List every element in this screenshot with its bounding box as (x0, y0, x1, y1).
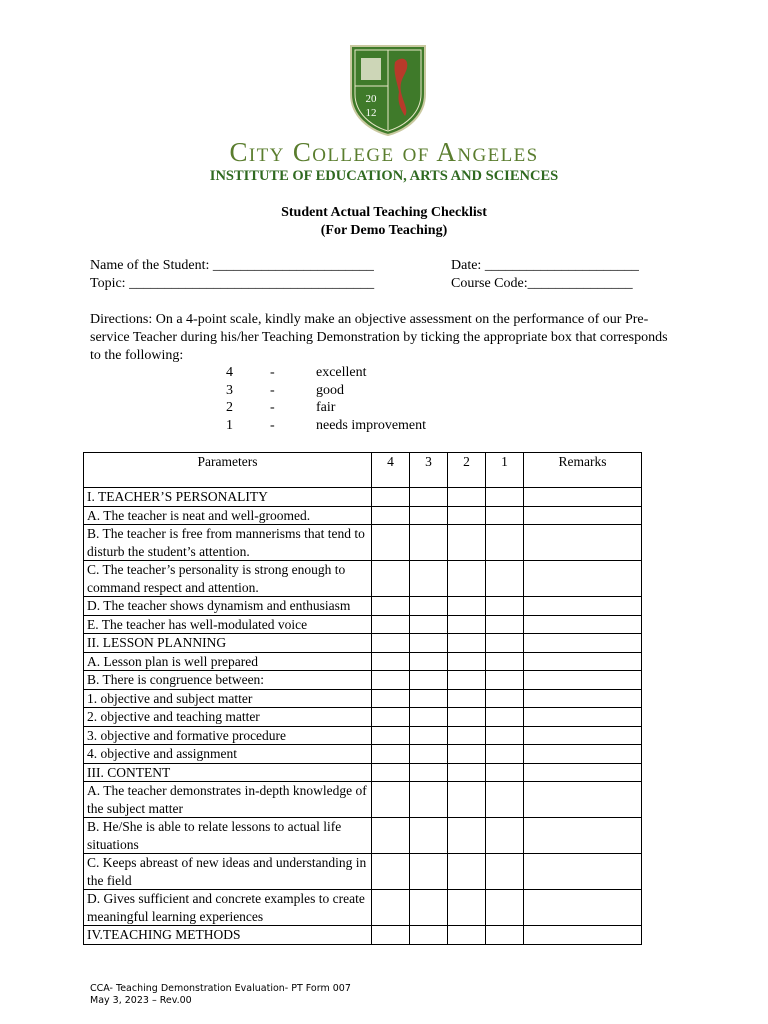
rating-box-3[interactable] (410, 597, 448, 616)
parameter-cell: 4. objective and assignment (84, 745, 372, 764)
logo-year-bottom: 12 (365, 107, 377, 119)
parameter-cell: E. The teacher has well-modulated voice (84, 615, 372, 634)
rating-box-3[interactable] (410, 615, 448, 634)
header-score-3: 3 (410, 453, 448, 488)
scale-label: good (316, 382, 344, 398)
rating-box-2[interactable] (448, 763, 486, 782)
rating-box-3[interactable] (410, 689, 448, 708)
remarks-cell[interactable] (524, 854, 642, 890)
remarks-cell[interactable] (524, 890, 642, 926)
rating-box-2[interactable] (448, 634, 486, 653)
parameter-cell: C. Keeps abreast of new ideas and understanding in the field (84, 854, 372, 890)
rating-box-1[interactable] (486, 745, 524, 764)
table-row (84, 818, 642, 854)
header-remarks: Remarks (524, 453, 642, 488)
table-row (84, 745, 642, 764)
remarks-cell[interactable] (524, 926, 642, 945)
rating-box-1[interactable] (486, 488, 524, 507)
parameter-cell: B. There is congruence between: (84, 671, 372, 690)
header-score-4: 4 (372, 453, 410, 488)
scale-num: 3 (226, 382, 233, 398)
rating-box-1[interactable] (486, 525, 524, 561)
rating-box-4[interactable] (372, 615, 410, 634)
date-field: Date: ______________________ (451, 258, 639, 273)
rating-box-2[interactable] (448, 561, 486, 597)
rating-box-2[interactable] (448, 926, 486, 945)
rating-box-1[interactable] (486, 890, 524, 926)
rating-box-4[interactable] (372, 689, 410, 708)
rating-box-1[interactable] (486, 854, 524, 890)
rating-box-2[interactable] (448, 615, 486, 634)
remarks-cell[interactable] (524, 818, 642, 854)
rating-box-2[interactable] (448, 671, 486, 690)
directions-text: Directions: On a 4-point scale, kindly make an objective assessment on the performance of our Pre-service Teacher during his/her Teaching Demonstration by ticking the appropriate box that corresponds to the following: (90, 312, 668, 363)
logo-year-top: 20 (365, 93, 377, 105)
remarks-cell[interactable] (524, 597, 642, 616)
rating-box-3[interactable] (410, 634, 448, 653)
parameter-cell: A. The teacher is neat and well-groomed. (84, 506, 372, 525)
scale-num: 1 (226, 418, 233, 434)
scale-label: needs improvement (316, 418, 427, 434)
table-row (84, 525, 642, 561)
remarks-cell[interactable] (524, 652, 642, 671)
rating-box-1[interactable] (486, 597, 524, 616)
scale-dash: - (270, 382, 275, 398)
rating-box-4[interactable] (372, 561, 410, 597)
scale-dash: - (270, 400, 275, 416)
rating-box-4[interactable] (372, 488, 410, 507)
table-row (84, 506, 642, 525)
table-row (84, 597, 642, 616)
parameter-cell: C. The teacher’s personality is strong enough to command respect and attention. (84, 561, 372, 597)
section-heading: II. LESSON PLANNING (84, 634, 372, 653)
student-name-field: Name of the Student: _______________________ (90, 258, 374, 273)
rating-box-1[interactable] (486, 506, 524, 525)
rating-box-3[interactable] (410, 506, 448, 525)
remarks-cell[interactable] (524, 708, 642, 727)
rating-box-4[interactable] (372, 597, 410, 616)
rating-box-3[interactable] (410, 763, 448, 782)
rating-box-3[interactable] (410, 708, 448, 727)
rating-box-2[interactable] (448, 890, 486, 926)
parameter-cell: B. The teacher is free from mannerisms that tend to disturb the student’s attention. (84, 525, 372, 561)
scale-dash: - (270, 365, 275, 380)
remarks-cell[interactable] (524, 782, 642, 818)
table-row (84, 671, 642, 690)
rating-box-1[interactable] (486, 561, 524, 597)
rating-box-2[interactable] (448, 506, 486, 525)
footer-revision: May 3, 2023 – Rev.00 (90, 995, 192, 1006)
parameter-cell: A. Lesson plan is well prepared (84, 652, 372, 671)
rating-box-2[interactable] (448, 689, 486, 708)
parameter-cell: D. Gives sufficient and concrete examples to create meaningful learning experiences (84, 890, 372, 926)
section-row (84, 763, 642, 782)
scale-row (0, 417, 600, 435)
rating-box-1[interactable] (486, 763, 524, 782)
section-row (84, 634, 642, 653)
rating-box-3[interactable] (410, 726, 448, 745)
scale-row (0, 399, 600, 417)
course-code-field: Course Code:_______________ (451, 276, 633, 291)
section-row (84, 488, 642, 507)
parameter-cell: 3. objective and formative procedure (84, 726, 372, 745)
remarks-cell[interactable] (524, 615, 642, 634)
table-row (84, 854, 642, 890)
rating-box-3[interactable] (410, 926, 448, 945)
rating-box-2[interactable] (448, 854, 486, 890)
college-logo (349, 44, 427, 136)
rating-box-4[interactable] (372, 708, 410, 727)
scale-row (0, 364, 600, 382)
rating-box-1[interactable] (486, 708, 524, 727)
table-row (84, 652, 642, 671)
table-row (84, 689, 642, 708)
section-row (84, 926, 642, 945)
topic-field: Topic: ___________________________________ (90, 276, 375, 291)
scale-label: excellent (316, 365, 367, 380)
rating-box-3[interactable] (410, 854, 448, 890)
remarks-cell[interactable] (524, 689, 642, 708)
rating-box-1[interactable] (486, 726, 524, 745)
remarks-cell[interactable] (524, 763, 642, 782)
table-row (84, 890, 642, 926)
rating-box-1[interactable] (486, 634, 524, 653)
table-row (84, 561, 642, 597)
section-heading: IV.TEACHING METHODS (84, 926, 372, 945)
rating-box-4[interactable] (372, 763, 410, 782)
rating-box-2[interactable] (448, 597, 486, 616)
rating-box-4[interactable] (372, 926, 410, 945)
section-heading: I. TEACHER’S PERSONALITY (84, 488, 372, 507)
rating-box-4[interactable] (372, 506, 410, 525)
rating-box-2[interactable] (448, 652, 486, 671)
scale-num: 2 (226, 400, 233, 416)
rating-box-1[interactable] (486, 671, 524, 690)
rating-box-3[interactable] (410, 890, 448, 926)
rating-box-2[interactable] (448, 708, 486, 727)
rating-box-1[interactable] (486, 926, 524, 945)
remarks-cell[interactable] (524, 745, 642, 764)
rating-box-3[interactable] (410, 745, 448, 764)
remarks-cell[interactable] (524, 506, 642, 525)
rating-box-4[interactable] (372, 818, 410, 854)
footer-form-name: CCA- Teaching Demonstration Evaluation- PT Form 007 (90, 983, 351, 994)
rating-box-3[interactable] (410, 782, 448, 818)
table-row (84, 708, 642, 727)
rating-box-1[interactable] (486, 652, 524, 671)
rating-box-1[interactable] (486, 818, 524, 854)
footer (90, 983, 351, 1007)
scale-label: fair (316, 400, 336, 416)
rating-box-4[interactable] (372, 890, 410, 926)
scale-row (0, 382, 600, 400)
header-score-1: 1 (486, 453, 524, 488)
rating-box-4[interactable] (372, 782, 410, 818)
parameter-cell: 1. objective and subject matter (84, 689, 372, 708)
rating-box-4[interactable] (372, 671, 410, 690)
table-row (84, 726, 642, 745)
checklist-table (83, 452, 642, 945)
rating-box-1[interactable] (486, 782, 524, 818)
remarks-cell[interactable] (524, 634, 642, 653)
rating-box-4[interactable] (372, 634, 410, 653)
rating-box-2[interactable] (448, 818, 486, 854)
section-heading: III. CONTENT (84, 763, 372, 782)
scale-dash: - (270, 418, 275, 434)
rating-box-1[interactable] (486, 689, 524, 708)
rating-box-2[interactable] (448, 488, 486, 507)
remarks-cell[interactable] (524, 525, 642, 561)
rating-box-3[interactable] (410, 818, 448, 854)
rating-box-1[interactable] (486, 615, 524, 634)
rating-box-4[interactable] (372, 525, 410, 561)
rating-box-2[interactable] (448, 782, 486, 818)
rating-box-3[interactable] (410, 652, 448, 671)
scale-num: 4 (226, 365, 233, 380)
remarks-cell[interactable] (524, 561, 642, 597)
rating-box-4[interactable] (372, 726, 410, 745)
parameter-cell: B. He/She is able to relate lessons to actual life situations (84, 818, 372, 854)
document-title: Student Actual Teaching Checklist (281, 205, 487, 220)
parameter-cell: A. The teacher demonstrates in-depth knowledge of the subject matter (84, 782, 372, 818)
rating-box-2[interactable] (448, 745, 486, 764)
rating-box-4[interactable] (372, 652, 410, 671)
rating-box-3[interactable] (410, 561, 448, 597)
header-parameters: Parameters (84, 453, 372, 488)
rating-box-3[interactable] (410, 525, 448, 561)
table-row (84, 782, 642, 818)
table-header-row (84, 453, 642, 488)
rating-box-3[interactable] (410, 488, 448, 507)
header-score-2: 2 (448, 453, 486, 488)
parameter-cell: 2. objective and teaching matter (84, 708, 372, 727)
parameter-cell: D. The teacher shows dynamism and enthusiasm (84, 597, 372, 616)
institute-name: INSTITUTE OF EDUCATION, ARTS AND SCIENCES (209, 168, 559, 184)
table-row (84, 615, 642, 634)
rating-box-2[interactable] (448, 726, 486, 745)
remarks-cell[interactable] (524, 671, 642, 690)
remarks-cell[interactable] (524, 488, 642, 507)
college-name: City College of Angeles (229, 137, 539, 167)
rating-box-3[interactable] (410, 671, 448, 690)
rating-box-4[interactable] (372, 854, 410, 890)
document-subtitle: (For Demo Teaching) (320, 223, 448, 238)
rating-box-4[interactable] (372, 745, 410, 764)
rating-box-2[interactable] (448, 525, 486, 561)
remarks-cell[interactable] (524, 726, 642, 745)
